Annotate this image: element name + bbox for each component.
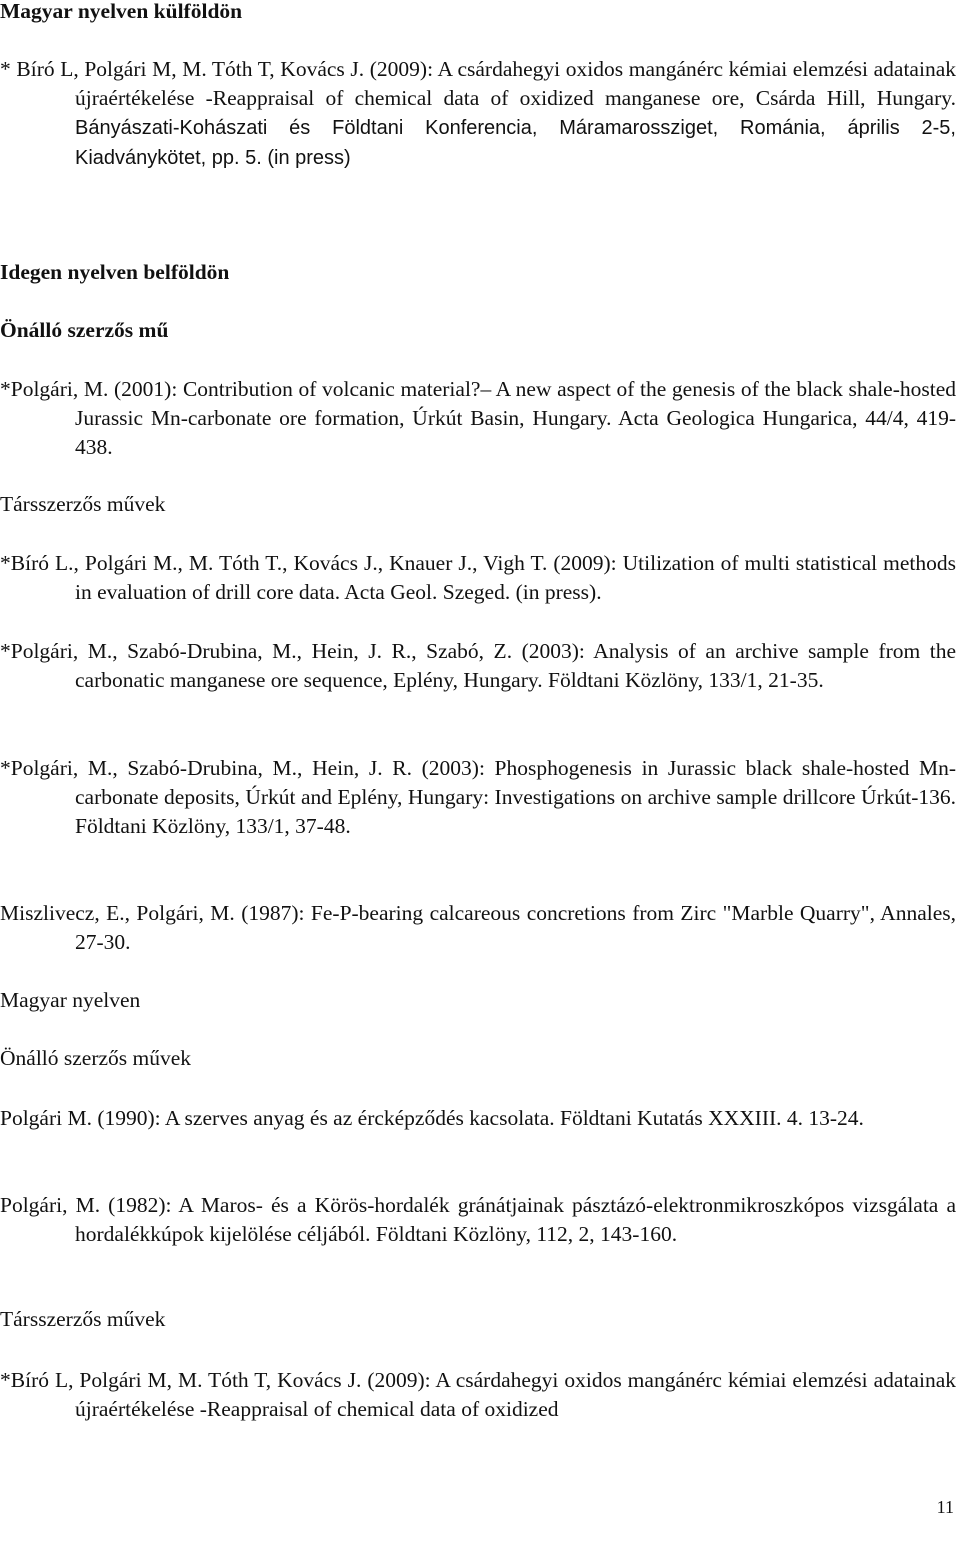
reference-entry: *Bíró L., Polgári M., M. Tóth T., Kovács J., Knauer J., Vigh T. (2009): Utilization of multi statistical methods in evaluation of drill core data. Acta Geol. Szeged. (in press). [0, 551, 956, 604]
page-number: 11 [936, 1497, 954, 1517]
reference-text: * Bíró L, Polgári M, M. Tóth T, Kovács J. (2009): A csárdahegyi oxidos mangánérc kémiai elemzési adatainak újraértékelése -Reappraisal of chemical data of oxidized manganese ore, Csárda Hill, Hungary. [0, 57, 956, 110]
reference-text-sans: Bányászati-Kohászati és Földtani Konferencia, Máramarossziget, Románia, április 2-5, Kiadványkötet, pp. 5. (in press) [75, 117, 956, 169]
subsection-heading: Társszerzős művek [0, 492, 166, 516]
subsection-heading: Társszerzős művek [0, 1307, 166, 1331]
reference-entry: Miszlivecz, E., Polgári, M. (1987): Fe-P-bearing calcareous concretions from Zirc "Marble Quarry", Annales, 27-30. [0, 901, 956, 954]
reference-entry: *Bíró L, Polgári M, M. Tóth T, Kovács J. (2009): A csárdahegyi oxidos mangánérc kémiai elemzési adatainak újraértékelése -Reappraisal of chemical data of oxidized [0, 1368, 956, 1421]
section-heading: Magyar nyelven [0, 988, 141, 1012]
reference-entry: Polgári, M. (1982): A Maros- és a Körös-hordalék gránátjainak pásztázó-elektronmikroszkópos vizsgálata a hordalékkúpok kijelölése céljából. Földtani Közlöny, 112, 2, 143-160. [0, 1193, 956, 1246]
section-heading: Idegen nyelven belföldön [0, 260, 230, 284]
reference-entry [0, 55, 956, 173]
reference-entry: Polgári M. (1990): A szerves anyag és az ércképződés kacsolata. Földtani Kutatás XXXIII. 4. 13-24. [0, 1106, 864, 1130]
section-heading: Magyar nyelven külföldön [0, 0, 243, 23]
reference-entry: *Polgári, M., Szabó-Drubina, M., Hein, J. R., Szabó, Z. (2003): Analysis of an archive sample from the carbonatic manganese ore sequence, Eplény, Hungary. Földtani Közlöny, 133/1, 21-35. [0, 639, 956, 692]
reference-entry: *Polgári, M. (2001): Contribution of volcanic material?– A new aspect of the genesis of the black shale-hosted Jurassic Mn-carbonate ore formation, Úrkút Basin, Hungary. Acta Geologica Hungarica, 44/4, 419-438. [0, 377, 956, 459]
subsection-heading: Önálló szerzős mű [0, 318, 169, 342]
subsection-heading: Önálló szerzős művek [0, 1046, 192, 1070]
reference-entry: *Polgári, M., Szabó-Drubina, M., Hein, J. R. (2003): Phosphogenesis in Jurassic black shale-hosted Mn-carbonate deposits, Úrkút and Eplény, Hungary: Investigations on archive sample drillcore Úrkút-136. Földtani Közlöny, 133/1, 37-48. [0, 756, 956, 838]
